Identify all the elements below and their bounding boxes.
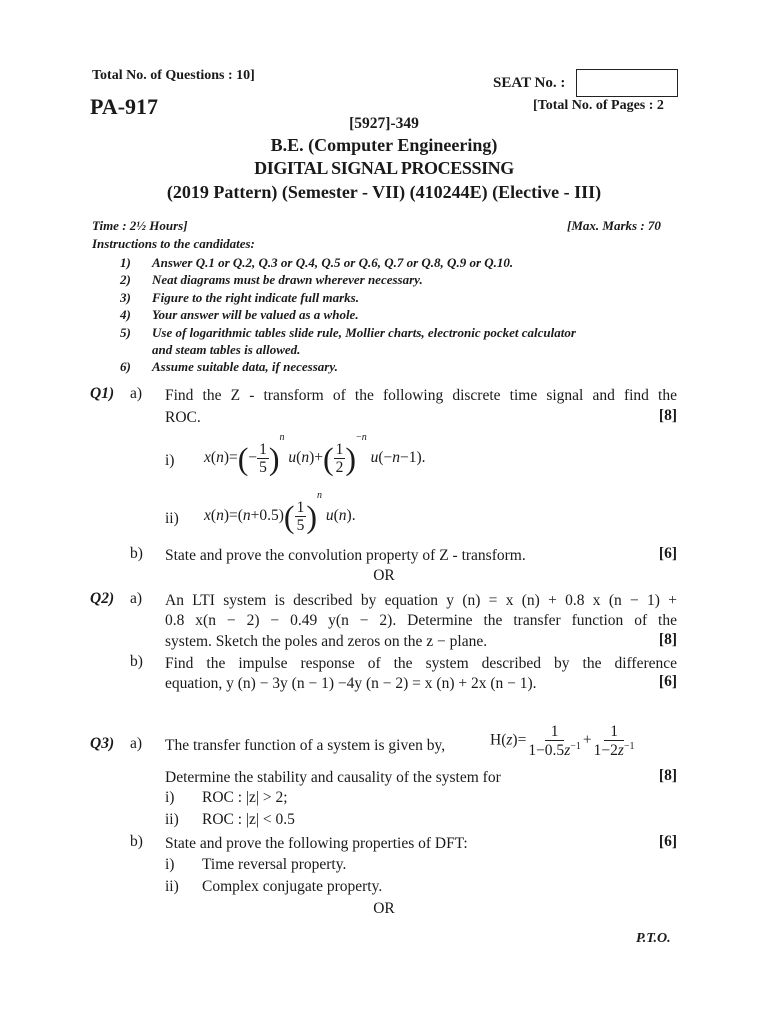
course-title: B.E. (Computer Engineering) (270, 135, 498, 155)
q3b-ii-label: ii) (165, 878, 179, 895)
seat-number-box (576, 69, 678, 97)
q2b-line1: Find the impulse response of the system described by the difference (165, 655, 677, 672)
roc-i-label: i) (165, 789, 175, 806)
q3-label: Q3) (90, 735, 115, 752)
q1a-line2: ROC. (165, 409, 201, 426)
q1a-ii-label: ii) (165, 510, 179, 527)
q2a-label: a) (130, 590, 143, 607)
q2a-marks: [8] (658, 631, 677, 648)
q2b-marks: [6] (658, 673, 677, 690)
q1b-marks: [6] (658, 545, 677, 562)
instruction-item: 1) Answer Q.1 or Q.2, Q.3 or Q.4, Q.5 or Q.6, Q.7 or Q.8, Q.9 or Q.10. (120, 255, 514, 270)
q1b-text: State and prove the convolution property of Z - transform. (165, 547, 526, 564)
paper-code: [5927]-349 (349, 115, 419, 132)
q1a-line1: Find the Z - transform of the following discrete time signal and find the (165, 387, 677, 404)
q3b-label: b) (130, 833, 143, 850)
q2a-line1: An LTI system is described by equation y (n) = x (n) + 0.8 x (n − 1) + (165, 592, 677, 609)
subject-title: DIGITAL SIGNAL PROCESSING (254, 158, 514, 178)
transfer-function-equation: H(z)= $\frac{1}{1-0.5z^{-1}}$ + $\frac{1}{1-2z^{-1}}$ (490, 723, 635, 760)
roc-ii-label: ii) (165, 811, 179, 828)
or-separator: OR (373, 900, 395, 917)
q3b-i-text: Time reversal property. (202, 856, 347, 873)
page-turn-over: P.T.O. (636, 931, 671, 946)
q3a-label: a) (130, 735, 143, 752)
q1a-label: a) (130, 385, 143, 402)
q1a-marks: [8] (658, 407, 677, 424)
q2a-line2: 0.8 x(n − 2) − 0.49 y(n − 2). Determine the transfer function of the (165, 612, 677, 629)
q1b-label: b) (130, 545, 143, 562)
q3a-text: The transfer function of a system is given by, (165, 737, 446, 754)
instruction-item: 5) Use of logarithmic tables slide rule, Mollier charts, electronic pocket calculator (120, 324, 576, 340)
instruction-item: 3) Figure to the right indicate full marks. (120, 289, 359, 305)
q2b-line2: equation, y (n) − 3y (n − 1) −4y (n − 2) = x (n) + 2x (n − 1). (165, 675, 537, 692)
instruction-item: 4) Your answer will be valued as a whole. (120, 307, 359, 323)
total-pages: [Total No. of Pages : 2 (533, 98, 664, 113)
q2b-label: b) (130, 653, 143, 670)
pattern-title: (2019 Pattern) (Semester - VII) (410244E) (Elective - III) (166, 182, 602, 202)
q1-label: Q1) (90, 385, 115, 402)
roc-i-text: ROC : |z| > 2; (202, 789, 288, 806)
q3b-marks: [6] (658, 833, 677, 850)
time-allowed: Time : 2½ Hours] (92, 218, 188, 233)
q3b-text: State and prove the following properties of DFT: (165, 835, 468, 852)
roc-ii-text: ROC : |z| < 0.5 (202, 811, 295, 828)
instructions-title: Instructions to the candidates: (92, 236, 255, 251)
q2a-line3: system. Sketch the poles and zeros on the z − plane. (165, 633, 488, 650)
q1a-i-label: i) (165, 452, 175, 469)
paper-id: PA-917 (90, 94, 159, 119)
q1a-ii-equation: x(n)=(n+0.5)( $\frac{1}{5}$ )$^n$ u(n). (204, 490, 356, 535)
instruction-item: and steam tables is allowed. (152, 342, 301, 358)
q3b-i-label: i) (165, 856, 175, 873)
q2-label: Q2) (90, 590, 115, 607)
instructions-list (120, 254, 680, 376)
or-separator: OR (373, 567, 395, 584)
q3a-marks: [8] (658, 767, 677, 784)
total-questions: Total No. of Questions : 10] (92, 68, 255, 83)
q3b-ii-text: Complex conjugate property. (202, 878, 383, 895)
q1a-i-equation: x(n)=(− $\frac{1}{5}$ )$^n$ u(n)+( $\frac{1}{2}$ )$^{-n}$ u(−n−1). (204, 432, 426, 477)
instruction-item: 2) Neat diagrams must be drawn wherever necessary. (120, 272, 423, 288)
max-marks: [Max. Marks : 70 (567, 218, 661, 233)
instruction-item: 6) Assume suitable data, if necessary. (120, 359, 338, 375)
q3a-line2: Determine the stability and causality of the system for (165, 769, 501, 786)
seat-label: SEAT No. : (493, 75, 566, 91)
